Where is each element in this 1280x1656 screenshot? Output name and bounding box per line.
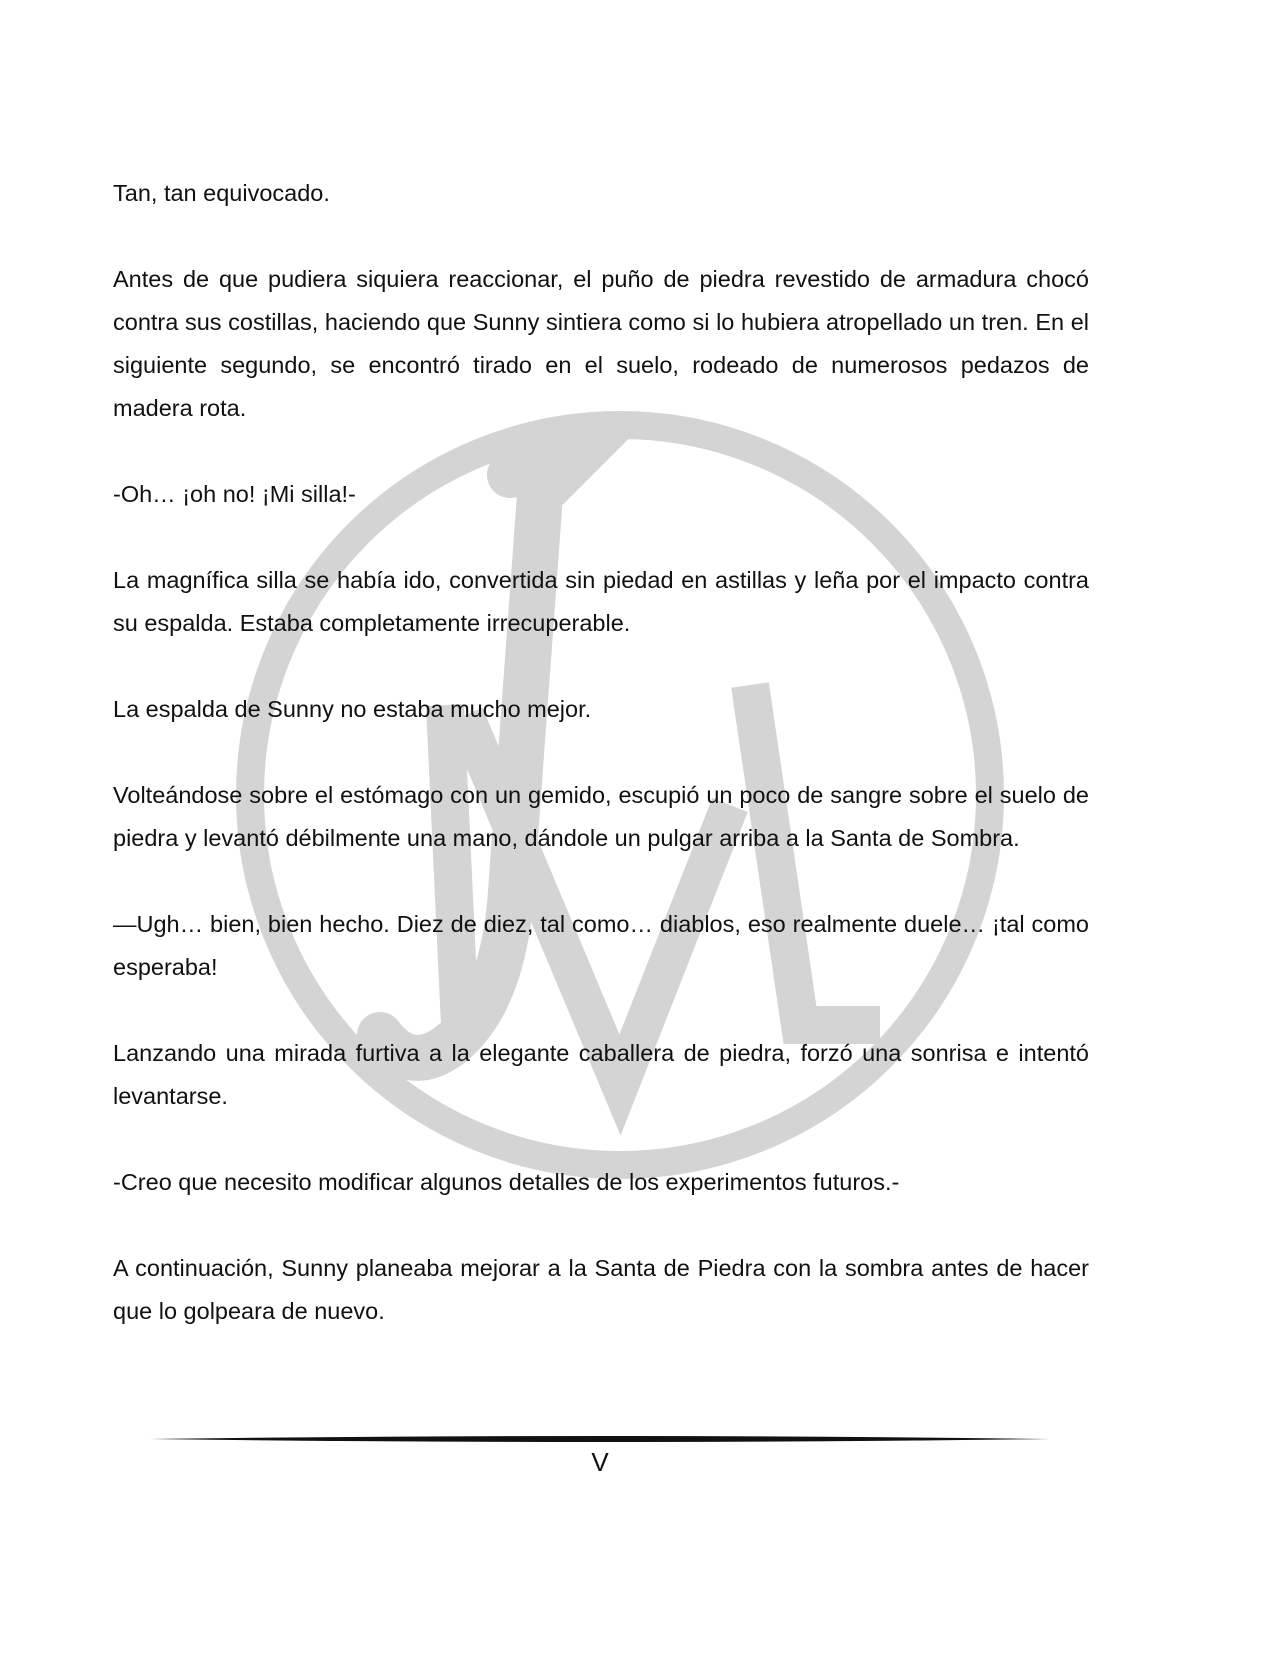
paragraph: La magnífica silla se había ido, convertida sin piedad en astillas y leña por el impacto contra su espalda. Estaba completamente irrecuperable. <box>113 567 1089 636</box>
paragraph: Lanzando una mirada furtiva a la elegante caballera de piedra, forzó una sonrisa e intentó levantarse. <box>113 1040 1089 1109</box>
paragraph: Antes de que pudiera siquiera reaccionar, el puño de piedra revestido de armadura chocó contra sus costillas, haciendo que Sunny sintiera como si lo hubiera atropellado un tren. En el siguiente segundo, se encontró tirado en el suelo, rodeado de numerosos pedazos de madera rota. <box>113 266 1089 421</box>
paragraph: Volteándose sobre el estómago con un gemido, escupió un poco de sangre sobre el suelo de piedra y levantó débilmente una mano, dándole un pulgar arriba a la Santa de Sombra. <box>113 782 1089 851</box>
page-number: V <box>591 1447 609 1477</box>
footer-divider <box>150 1434 1050 1444</box>
paragraph: —Ugh… bien, bien hecho. Diez de diez, tal como… diablos, eso realmente duele… ¡tal como esperaba! <box>113 911 1089 980</box>
paragraph: A continuación, Sunny planeaba mejorar a la Santa de Piedra con la sombra antes de hacer que lo golpeara de nuevo. <box>113 1255 1089 1324</box>
paragraph: Tan, tan equivocado. <box>113 180 330 206</box>
paragraph: La espalda de Sunny no estaba mucho mejor. <box>113 696 592 722</box>
paragraph: -Creo que necesito modificar algunos detalles de los experimentos futuros.- <box>113 1169 900 1195</box>
paragraph: -Oh… ¡oh no! ¡Mi silla!- <box>113 481 356 507</box>
document-body <box>113 172 1089 1376</box>
